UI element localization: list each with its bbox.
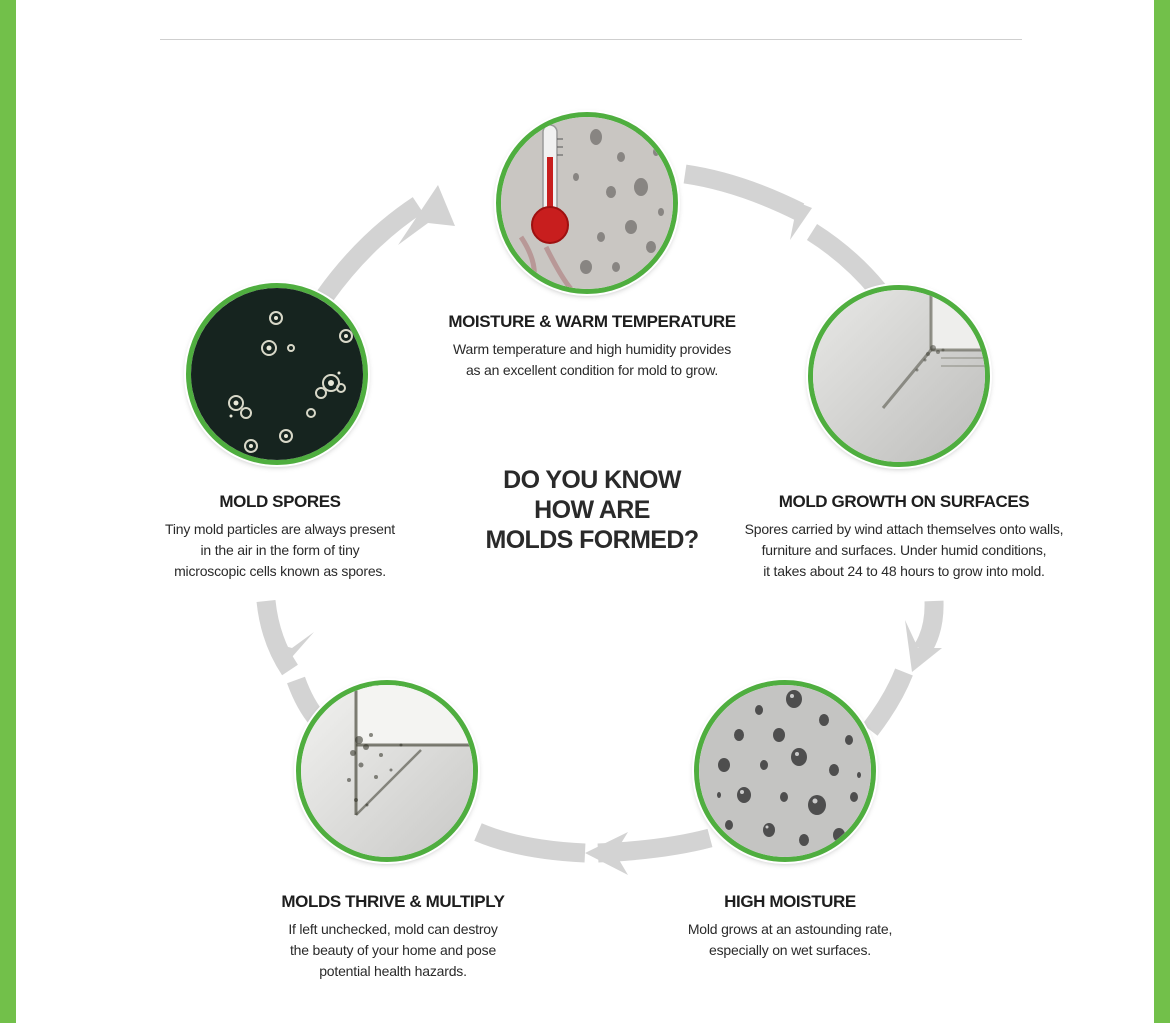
step-description <box>620 919 960 961</box>
desc-line: Warm temperature and high humidity provides <box>452 341 731 357</box>
moisture-temperature-image <box>496 112 678 294</box>
desc-line: it takes about 24 to 48 hours to grow into mold. <box>763 563 1045 579</box>
step-mold-spores <box>130 492 430 582</box>
desc-line: Mold grows at an astounding rate, <box>687 921 893 937</box>
desc-line: especially on wet surfaces. <box>709 942 871 958</box>
heading-line: MOLDS FORMED? <box>485 526 699 554</box>
step-description <box>724 519 1084 582</box>
step-moisture-warm-temperature <box>392 312 792 381</box>
molds-thrive-image <box>296 680 478 862</box>
arc-top-right <box>685 174 878 290</box>
desc-line: Spores carried by wind attach themselves onto walls, <box>744 521 1064 537</box>
desc-line: in the air in the form of tiny <box>200 542 360 558</box>
step-title: MOLD SPORES <box>219 492 341 511</box>
step-title: MOLDS THRIVE & MULTIPLY <box>281 892 505 911</box>
desc-line: as an excellent condition for mold to grow. <box>465 362 719 378</box>
desc-line: microscopic cells known as spores. <box>174 563 386 579</box>
step-title: MOLD GROWTH ON SURFACES <box>778 492 1030 511</box>
step-mold-growth-on-surfaces <box>724 492 1084 582</box>
step-high-moisture <box>620 892 960 961</box>
mold-spores-image <box>186 283 368 465</box>
desc-line: Tiny mold particles are always present <box>165 521 395 537</box>
step-description <box>392 339 792 381</box>
desc-line: potential health hazards. <box>319 963 467 979</box>
desc-line: If left unchecked, mold can destroy <box>288 921 498 937</box>
center-heading <box>470 465 714 555</box>
heading-line: DO YOU KNOW <box>503 466 681 494</box>
mold-growth-surfaces-image <box>808 285 990 467</box>
heading-line: HOW ARE <box>534 496 650 524</box>
step-title: HIGH MOISTURE <box>724 892 856 911</box>
arc-top-left <box>325 205 418 296</box>
step-title: MOISTURE & WARM TEMPERATURE <box>448 312 736 331</box>
desc-line: furniture and surfaces. Under humid conditions, <box>761 542 1047 558</box>
arc-left <box>266 601 318 720</box>
step-description <box>130 519 430 582</box>
arc-right <box>870 601 934 730</box>
step-molds-thrive-multiply <box>238 892 548 982</box>
step-description <box>238 919 548 982</box>
desc-line: the beauty of your home and pose <box>289 942 497 958</box>
high-moisture-image <box>694 680 876 862</box>
arc-bottom-left <box>478 832 585 853</box>
